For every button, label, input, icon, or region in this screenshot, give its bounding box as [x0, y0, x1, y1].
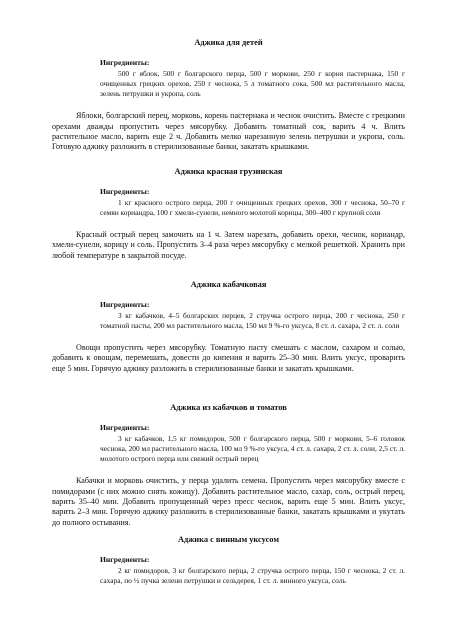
- recipe-title: Аджика красная грузинская: [174, 167, 283, 176]
- ingredients-heading: Ингредиенты:: [100, 58, 150, 67]
- recipe-method: Кабачки и морковь очистить, у перца удалить семена. Пропустить через мясорубку вместе с помидорами (с них можно снять кожицу). Добавить растительное масло, сахар, соль, острый перец, варить 35–40 мин. Добавить пропущенный через пресс чеснок, варить еще 5 мин. Влить уксус, варить 2–3 мин. Горячую аджику разложить в стерилизованные банки, закатать крышками и укутать до полного остывания.: [52, 476, 405, 527]
- recipe-title: Аджика из кабачков и томатов: [170, 403, 287, 412]
- recipe-section: [52, 280, 405, 374]
- recipe-section: [52, 403, 405, 528]
- recipe-title: Аджика с винным уксусом: [177, 535, 280, 544]
- recipe-method: Яблоки, болгарский перец, морковь, корень пастернака и чеснок очистить. Вместе с грецкими орехами дважды пропустить через мясорубку. Добавить томатный сок, варить 4 ч. Влить растительное масло, варить еще 2 ч. Добавить мелко нарезанную зелень петрушки и укропа, соль. Готовую аджику разложить в стерилизованные банки, закатать крышками.: [52, 111, 405, 152]
- ingredients-heading: Ингредиенты:: [100, 555, 150, 564]
- ingredients-list: 2 кг помидоров, 3 кг болгарского перца, 2 стручка острого перца, 150 г чеснока, 2 ст. л. сахара, по ½ пучка зелени петрушки и сельдерея, 1 ст. л. винного уксуса, соль: [100, 565, 405, 585]
- ingredients-heading: Ингредиенты:: [100, 187, 150, 196]
- recipe-method: Овощи пропустить через мясорубку. Томатную пасту смешать с маслом, сахаром и солью, добавить к овощам, перемешать, довести до кипения и варить 25–30 мин. Влить уксус, проварить еще 5 мин. Горячую аджику разложить в стерилизованные банки и закатать крышками.: [52, 342, 405, 373]
- ingredients-heading: Ингредиенты:: [100, 300, 150, 309]
- ingredients-list: 3 кг кабачков, 4–5 болгарских перцев, 2 стручка острого перца, 200 г чеснока, 250 г томатной пасты, 200 мл растительного масла, 150 мл 9 %-го уксуса, 8 ст. л. сахара, 2 ст. л. соли: [100, 310, 405, 330]
- ingredients-list: 1 кг красного острого перца, 200 г очищенных грецких орехов, 300 г чеснока, 50–70 г семян кориандра, 100 г хмели-сунели, немного молотой корицы, 300–400 г крупной соли: [100, 197, 405, 217]
- ingredients-list: 3 кг кабачков, 1,5 кг помидоров, 500 г болгарского перца, 500 г моркови, 5–6 головок чеснока, 200 мл растительного масла, 100 мл 9 %-го уксуса, 4 ст. л. сахара, 2 ст. л. соли, 2,5 ст. л. молотого острого перца или свежий острый перец: [100, 433, 405, 463]
- recipe-method: Красный острый перец замочить на 1 ч. Затем нарезать, добавить орехи, чеснок, кориандр, хмели-сунели, корицу и соль. Пропустить 3–4 раза через мясорубку с мелкой решеткой. Хранить при любой температуре в закрытой посуде.: [52, 229, 405, 260]
- ingredients-heading: Ингредиенты:: [100, 423, 150, 432]
- ingredients-list: 500 г яблок, 500 г болгарского перца, 500 г моркови, 250 г корня пастернака, 150 г очищенных грецких орехов, 250 г чеснока, 5 л томатного сока, 500 мл растительного масла, зелень петрушки и укропа, соль: [100, 68, 405, 98]
- recipe-section: [52, 38, 405, 153]
- recipe-section: [52, 535, 405, 586]
- recipe-title: Аджика кабачковая: [190, 280, 267, 289]
- recipe-section: [52, 167, 405, 261]
- recipe-title: Аджика для детей: [194, 38, 263, 47]
